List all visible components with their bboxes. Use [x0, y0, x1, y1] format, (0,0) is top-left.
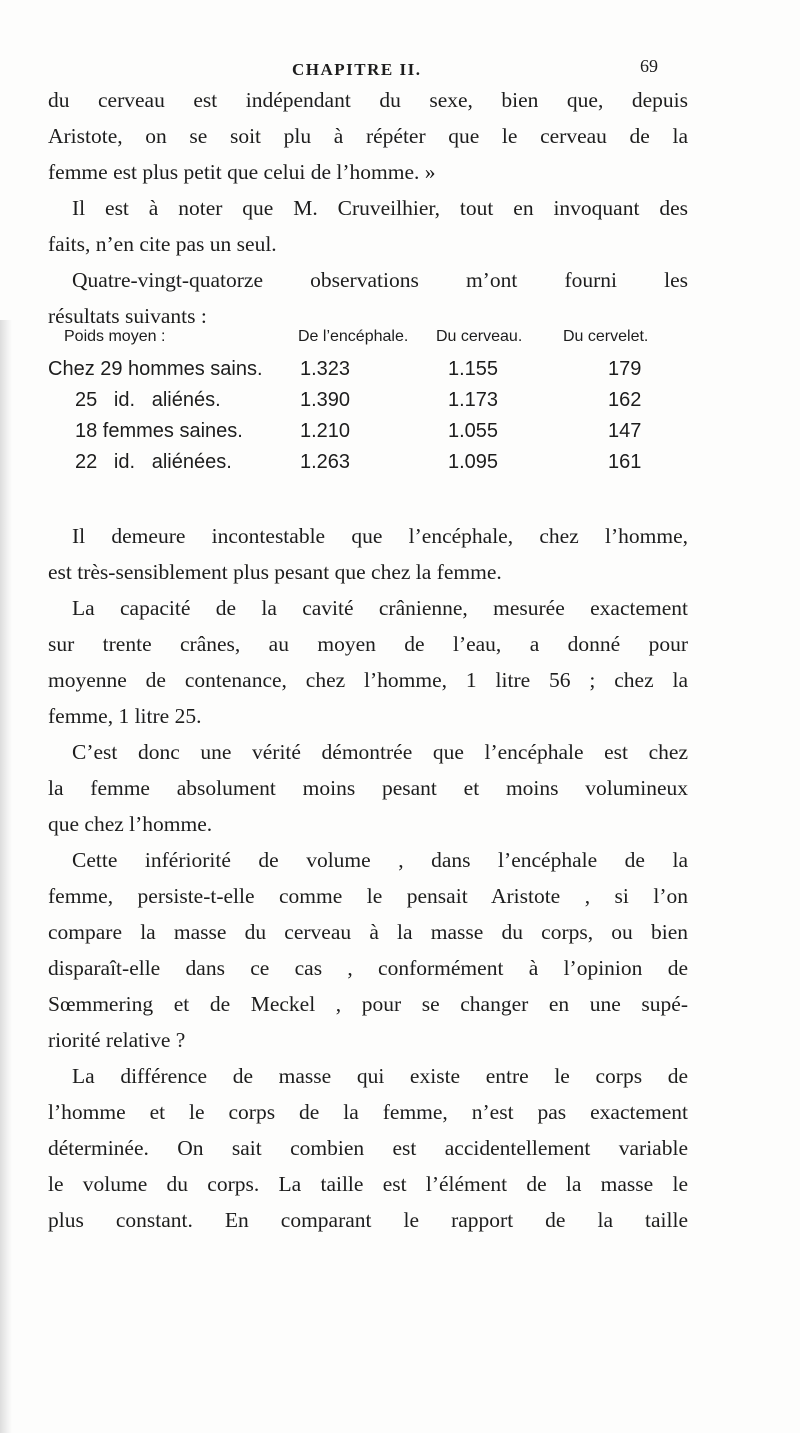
text-line: résultats suivants :: [48, 304, 207, 328]
table-row: [48, 358, 698, 389]
paragraph: [48, 590, 688, 734]
table-cell-cervelet: 179: [608, 358, 642, 380]
table-row: [48, 389, 698, 420]
table-cell-label: 18 femmes saines.: [75, 420, 243, 442]
text-line: sur trente crânes, au moyen de l’eau, a donné pour: [48, 632, 688, 656]
text-line: déterminée. On sait combien est accidentellement variable: [48, 1136, 688, 1160]
text-block-top: [48, 82, 688, 334]
text-line: le volume du corps. La taille est l’élément de la masse le: [48, 1172, 688, 1196]
text-line: Aristote, on se soit plu à répéter que le cerveau de la: [48, 124, 688, 148]
text-line: plus constant. En comparant le rapport de la taille: [48, 1208, 688, 1232]
table-cell-encephale: 1.390: [300, 389, 351, 411]
table-cell-encephale: 1.210: [300, 420, 351, 442]
paragraph: [48, 1058, 688, 1238]
running-head: CHAPITRE II.: [292, 60, 422, 79]
text-line: Il demeure incontestable que l’encéphale, chez l’homme,: [72, 524, 688, 548]
text-line: la femme absolument moins pesant et moins volumineux: [48, 776, 688, 800]
text-line: disparaît-elle dans ce cas , conformément à l’opinion de: [48, 956, 688, 980]
text-line: riorité relative ?: [48, 1028, 186, 1052]
table-row: [48, 420, 698, 451]
table-header-cervelet: Du cervelet.: [563, 328, 649, 345]
table-cell-cerveau: 1.095: [448, 451, 499, 473]
text-line: compare la masse du cerveau à la masse du corps, ou bien: [48, 920, 688, 944]
text-line: que chez l’homme.: [48, 812, 213, 836]
paragraph: [48, 734, 688, 842]
text-line: moyenne de contenance, chez l’homme, 1 litre 56 ; chez la: [48, 668, 688, 692]
text-line: faits, n’en cite pas un seul.: [48, 232, 277, 256]
table-cell-cerveau: 1.173: [448, 389, 499, 411]
page-number: 69: [640, 56, 658, 76]
text-line: est très-sensiblement plus pesant que chez la femme.: [48, 560, 502, 584]
page-gutter-shadow: [0, 320, 12, 1433]
paragraph: [48, 842, 688, 1058]
table-header-row: [48, 328, 698, 358]
text-line: Sœmmering et de Meckel , pour se changer en une supé-: [48, 992, 688, 1016]
table-cell-label: Chez 29 hommes sains.: [48, 358, 263, 380]
text-line: C’est donc une vérité démontrée que l’encéphale est chez: [72, 740, 688, 764]
paragraph: [48, 190, 688, 262]
text-line: l’homme et le corps de la femme, n’est pas exactement: [48, 1100, 688, 1124]
text-line: femme est plus petit que celui de l’homme. »: [48, 160, 436, 184]
table-cell-label: 25 id. aliénés.: [75, 389, 221, 411]
table-header-label: Poids moyen :: [64, 328, 166, 345]
page-header: [0, 56, 800, 84]
text-line: Quatre-vingt-quatorze observations m’ont fourni les: [72, 268, 688, 292]
text-block-bottom: [48, 518, 688, 1238]
table-cell-label: 22 id. aliénées.: [75, 451, 232, 473]
table-cell-cervelet: 162: [608, 389, 642, 411]
text-line: du cerveau est indépendant du sexe, bien que, depuis: [48, 88, 688, 112]
table-cell-cervelet: 147: [608, 420, 642, 442]
table-header-encephale: De l’encéphale.: [298, 328, 409, 345]
table-cell-encephale: 1.323: [300, 358, 351, 380]
table-row: [48, 451, 698, 482]
table-cell-cerveau: 1.055: [448, 420, 499, 442]
text-line: La différence de masse qui existe entre le corps de: [72, 1064, 688, 1088]
text-line: Il est à noter que M. Cruveilhier, tout en invoquant des: [72, 196, 688, 220]
paragraph: [48, 82, 688, 190]
table-header-cerveau: Du cerveau.: [436, 328, 523, 345]
paragraph: [48, 518, 688, 590]
paragraph: [48, 262, 688, 334]
table-cell-cerveau: 1.155: [448, 358, 499, 380]
table-cell-encephale: 1.263: [300, 451, 351, 473]
brain-weight-table: [48, 328, 698, 482]
text-line: femme, 1 litre 25.: [48, 704, 202, 728]
text-line: Cette infériorité de volume , dans l’encéphale de la: [72, 848, 688, 872]
text-line: femme, persiste-t-elle comme le pensait Aristote , si l’on: [48, 884, 688, 908]
table-cell-cervelet: 161: [608, 451, 642, 473]
text-line: La capacité de la cavité crânienne, mesurée exactement: [72, 596, 688, 620]
